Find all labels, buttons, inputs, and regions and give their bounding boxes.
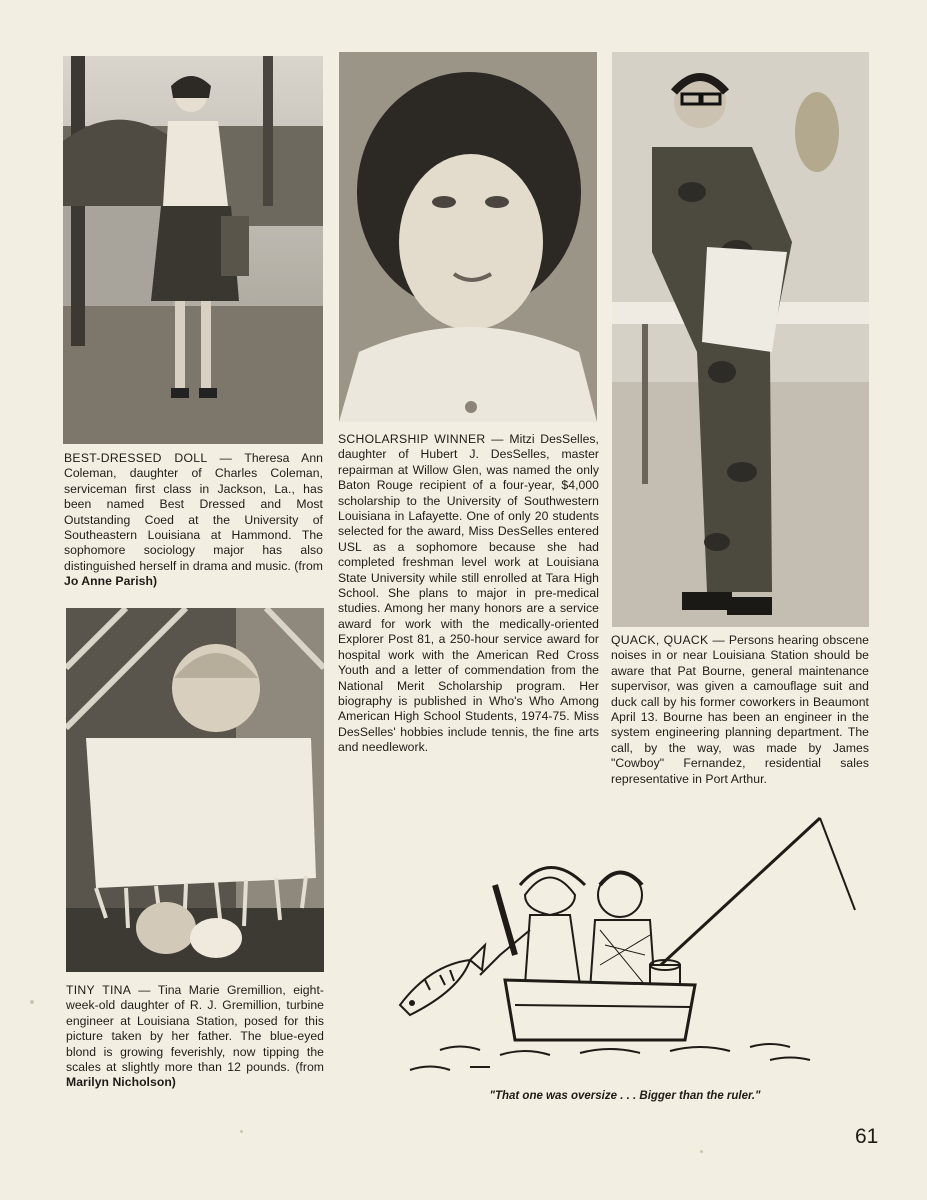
camouflage-suit-photo (612, 52, 869, 627)
scholarship-portrait-photo (339, 52, 597, 422)
tiny-tina-caption (66, 983, 324, 1091)
tiny-tina-heading: TINY TINA — (66, 983, 151, 997)
best-dressed-photo (63, 56, 323, 444)
page-number: 61 (855, 1125, 879, 1148)
quack-heading: QUACK, QUACK — (611, 633, 726, 647)
paper-spot (30, 1000, 34, 1004)
best-dressed-heading: BEST-DRESSED DOLL — (64, 451, 233, 465)
best-dressed-credit: Jo Anne Parish) (64, 574, 158, 589)
cartoon-caption: "That one was oversize . . . Bigger than the ruler." (489, 1090, 761, 1102)
tiny-tina-credit: Marilyn Nicholson) (66, 1075, 176, 1090)
scholarship-heading: SCHOLARSHIP WINNER — (338, 432, 504, 446)
infant-photo (66, 608, 324, 972)
best-dressed-caption (64, 451, 323, 590)
scholarship-caption (338, 432, 599, 756)
best-dressed-body: Theresa Ann Coleman, daughter of Charles Coleman, serviceman first class in Jackson, La., has been named Best Dressed and Most Outstanding Coed at the University of Southeastern Louisiana at Hammond. The sophomore sociology major has also distinguished herself in drama and music. (from (64, 451, 323, 573)
paper-spot (240, 1130, 243, 1133)
quack-body: Persons hearing obscene noises in or near Louisiana Station should be aware that Pat Bourne, general maintenance supervisor, was given a camouflage suit and duck call by his former coworkers in Beaumont April 13. Bourne has been an engineer in the system engineering planning department. The call, by the way, was made by James "Cowboy" Fernandez, residential sales representative in Port Arthur. (611, 633, 869, 786)
scholarship-body: Mitzi DesSelles, daughter of Hubert J. DesSelles, master repairman at Willow Glen, was named the only Baton Rouge recipient of a four-year, $4,000 scholarship to the University of Southwestern Louisiana in Lafayette. One of only 20 students selected for the award, Miss DesSelles entered USL as a sophomore because she had completed freshman level work at Louisiana State University while still enrolled at Tara High School. She plans to major in pre-medical studies. Among her many honors are a service award for work with the medically-oriented Explorer Post 81, a 250-hour service award for hospital work with the American Red Cross Youth and a letter of commendation from the National Merit Scholarship program. Her biography is published in Who's Who Among American High School Students, 1974-75. Miss DesSelles' hobbies include tennis, the fine arts and needlework. (338, 432, 599, 755)
paper-spot (700, 1150, 703, 1153)
fishing-cartoon (350, 815, 870, 1090)
tiny-tina-body: Tina Marie Gremillion, eight-week-old daughter of R. J. Gremillion, turbine engineer at Louisiana Station, posed for this picture taken by her father. The blue-eyed blond is growing feverishly, now tipping the scales at slightly more than 12 pounds. (from (66, 983, 324, 1075)
quack-caption (611, 633, 869, 787)
